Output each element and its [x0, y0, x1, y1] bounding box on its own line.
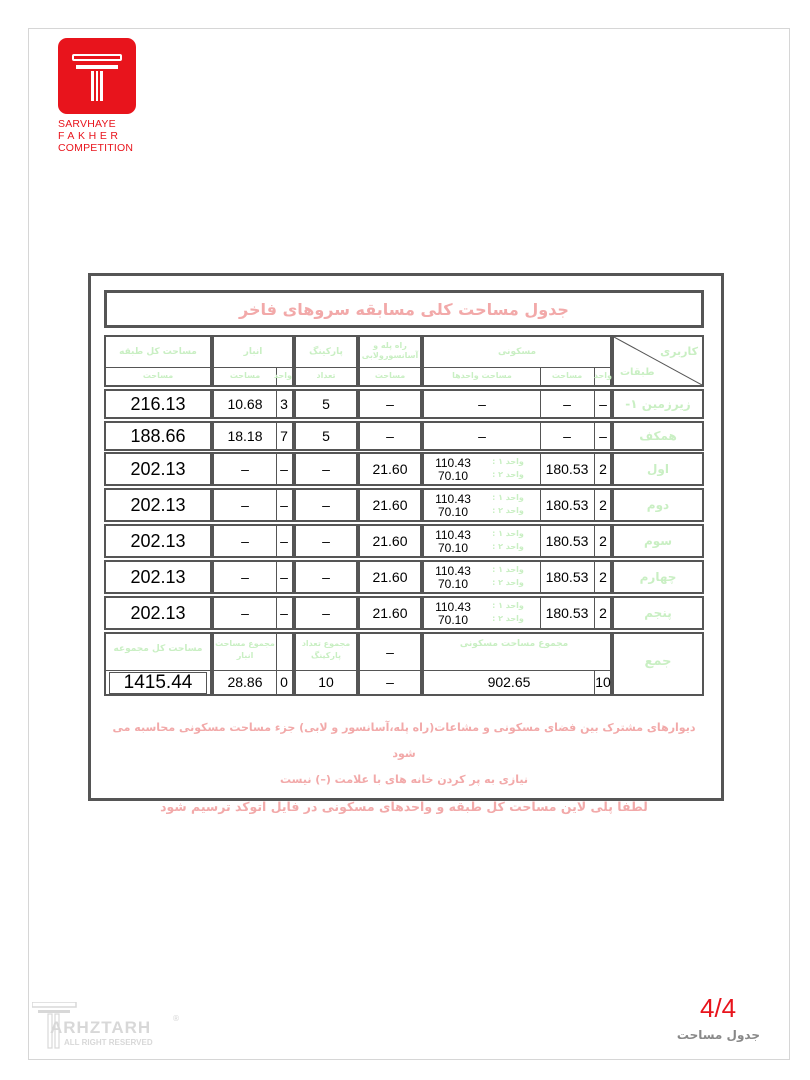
row-residential-cell: [422, 452, 612, 486]
totals-label: جمع: [644, 654, 672, 669]
notes: [104, 715, 704, 821]
row-parking: 5: [322, 396, 330, 412]
row-residential-cell: [422, 560, 612, 594]
row-stair-area: 21.60: [372, 605, 408, 621]
row-res-units: 2: [599, 569, 607, 585]
row-unit1-label: واحد ۱ :: [492, 457, 524, 466]
header-total-floor-area: مساحت: [142, 371, 174, 380]
row-total-area: 202.13: [130, 566, 186, 587]
watermark-sub: ALL RIGHT RESERVED: [64, 1038, 153, 1047]
header-stair-label: راه پله و آسانسورولابی: [361, 341, 419, 360]
row-parking-cell: [294, 560, 358, 594]
row-floor-cell: [612, 488, 704, 522]
row-parking: –: [322, 461, 330, 477]
row-unit1-area: 110.43: [435, 528, 471, 542]
row-total-area-cell: [104, 524, 212, 558]
row-unit1-label: واحد ۱ :: [492, 565, 524, 574]
row-parking: –: [322, 605, 330, 621]
header-storage: [212, 335, 294, 387]
totals-stair: [358, 632, 422, 696]
row-stair-cell: [358, 488, 422, 522]
note-2: نیازی به پر کردن خانه های با علامت (–) نیست: [280, 773, 528, 786]
row-floor-name: سوم: [643, 534, 673, 548]
row-unit2-label: واحد ۲ :: [492, 506, 524, 515]
row-floor-name: پنجم: [644, 606, 672, 620]
row-storage-area: –: [241, 605, 249, 621]
brand-line-2: FAKHER: [58, 130, 122, 142]
row-stair-cell: [358, 421, 422, 451]
row-unit2-area: 70.10: [437, 505, 469, 519]
row-unit1-area: 110.43: [435, 456, 471, 470]
row-stair-area: –: [386, 396, 394, 412]
header-stair-area: مساحت: [374, 371, 406, 380]
row-parking-cell: [294, 389, 358, 419]
row-res-area: 180.53: [545, 533, 589, 549]
row-storage-area: –: [241, 497, 249, 513]
registered-mark: ®: [172, 1014, 180, 1023]
header-total-floor-label: مساحت کل طبقه: [119, 347, 197, 357]
row-unit2-area: 70.10: [437, 577, 469, 591]
row-storage-area: –: [241, 569, 249, 585]
row-parking-cell: [294, 488, 358, 522]
row-res-units: –: [599, 428, 607, 444]
row-floor-name: چهارم: [639, 570, 677, 584]
totals-storage-label: مجموع مساحت انبار: [215, 639, 275, 660]
row-storage-count: –: [280, 605, 288, 621]
table-title: جدول مساحت کلی مسابقه سروهای فاخر: [104, 290, 704, 328]
totals-parking-value: 10: [318, 674, 334, 690]
page-number: 4/4: [700, 993, 737, 1023]
totals-label-cell: [612, 632, 704, 696]
header-res-area: مساحت: [551, 371, 583, 380]
totals-area-box: [109, 672, 207, 694]
row-stair-area: 21.60: [372, 569, 408, 585]
row-unit1-area: 110.43: [435, 600, 471, 614]
row-storage-cell: [212, 560, 294, 594]
row-floor-cell: [612, 421, 704, 451]
brand-line-1: SARVHAYE: [58, 118, 116, 130]
row-res-area: –: [563, 396, 571, 412]
row-unit2-label: واحد ۲ :: [492, 470, 524, 479]
header-unit-area: مساحت واحدها: [452, 371, 512, 380]
row-stair-cell: [358, 560, 422, 594]
row-total-area: 202.13: [130, 494, 186, 515]
totals-res-area: 902.65: [487, 674, 531, 690]
totals-res-label: مجموع مساحت مسکونی: [459, 639, 569, 649]
note-1: دیوارهای مشترک بین فضای مسکونی و مشاعات(راه پله،آسانسور و لابی) جزء مساحت مسکونی محاسبه می شود: [112, 721, 696, 760]
header-parking-label: پارکینگ: [309, 347, 343, 357]
row-total-area: 188.66: [130, 425, 186, 446]
row-total-area-cell: [104, 389, 212, 419]
row-parking-cell: [294, 452, 358, 486]
row-storage-area: 18.18: [227, 428, 263, 444]
totals-parking: [294, 632, 358, 696]
row-total-area: 202.13: [130, 602, 186, 623]
brand-logo: [58, 38, 138, 154]
totals-storage-area: 28.86: [227, 674, 263, 690]
row-unit-areas: –: [478, 396, 486, 412]
row-stair-area: 21.60: [372, 461, 408, 477]
row-floor-cell: [612, 452, 704, 486]
row-total-area-cell: [104, 596, 212, 630]
row-floor-name: زیرزمین ۱-: [625, 397, 691, 411]
row-res-units: 2: [599, 533, 607, 549]
row-unit2-area: 70.10: [437, 541, 469, 555]
row-unit2-label: واحد ۲ :: [492, 614, 524, 623]
row-parking: –: [322, 497, 330, 513]
row-stair-area: –: [386, 428, 394, 444]
totals-stair-top: –: [386, 644, 394, 660]
row-storage-count: 7: [280, 428, 288, 444]
row-unit2-label: واحد ۲ :: [492, 542, 524, 551]
totals-area-value: 1415.44: [123, 672, 193, 693]
row-res-units: –: [599, 396, 607, 412]
totals-parking-label: مجموع تعداد پارکینگ: [301, 639, 351, 660]
totals-area-label: مساحت کل مجموعه: [113, 644, 203, 654]
header-usage-floors: [612, 335, 704, 387]
row-storage-cell: [212, 452, 294, 486]
totals-residential: [422, 632, 612, 696]
header-stair: [358, 335, 422, 387]
row-total-area: 202.13: [130, 458, 186, 479]
row-residential-cell: [422, 524, 612, 558]
header-usage: کاربری: [660, 345, 698, 358]
row-stair-area: 21.60: [372, 497, 408, 513]
totals-stair-value: –: [386, 674, 394, 690]
row-parking: –: [322, 569, 330, 585]
row-storage-cell: [212, 389, 294, 419]
row-floor-name: همکف: [639, 429, 677, 443]
row-floor-cell: [612, 596, 704, 630]
row-stair-cell: [358, 596, 422, 630]
row-unit1-label: واحد ۱ :: [492, 493, 524, 502]
row-parking-cell: [294, 421, 358, 451]
row-storage-count: –: [280, 533, 288, 549]
row-stair-cell: [358, 452, 422, 486]
row-unit-areas: –: [478, 428, 486, 444]
header-residential-label: مسکونی: [497, 347, 537, 357]
header-total-floor: [104, 335, 212, 387]
row-floor-cell: [612, 389, 704, 419]
note-3: لطفا پلی لاین مساحت کل طبقه و واحدهای مسکونی در فایل اتوکد ترسیم شود: [160, 799, 648, 814]
row-res-area: 180.53: [545, 605, 589, 621]
row-floor-cell: [612, 560, 704, 594]
row-storage-count: 3: [280, 396, 288, 412]
row-total-area-cell: [104, 421, 212, 451]
row-res-units: 2: [599, 605, 607, 621]
row-floor-cell: [612, 524, 704, 558]
header-floors: طبقات: [620, 367, 655, 378]
header-storage-unit: واحد: [273, 371, 292, 380]
header-parking-count: تعداد: [316, 371, 336, 380]
row-parking: 5: [322, 428, 330, 444]
row-unit1-label: واحد ۱ :: [492, 601, 524, 610]
row-stair-cell: [358, 389, 422, 419]
header-storage-area: مساحت: [229, 371, 261, 380]
row-total-area: 216.13: [130, 393, 186, 414]
row-res-units: 2: [599, 461, 607, 477]
row-storage-count: –: [280, 497, 288, 513]
row-floor-name: اول: [647, 462, 669, 476]
watermark-text: ARHZTARH: [50, 1018, 152, 1037]
header-storage-label: انبار: [243, 347, 263, 357]
brand-name: [58, 118, 138, 154]
row-residential-cell: [422, 488, 612, 522]
row-unit1-area: 110.43: [435, 492, 471, 506]
row-total-area: 202.13: [130, 530, 186, 551]
row-stair-cell: [358, 524, 422, 558]
row-residential-cell: [422, 596, 612, 630]
row-floor-name: دوم: [646, 498, 670, 512]
row-storage-count: –: [280, 461, 288, 477]
row-storage-cell: [212, 421, 294, 451]
row-stair-area: 21.60: [372, 533, 408, 549]
row-res-units: 2: [599, 497, 607, 513]
header-res-unit: واحد: [593, 371, 612, 380]
row-storage-area: –: [241, 533, 249, 549]
row-res-area: 180.53: [545, 569, 589, 585]
row-storage-count: –: [280, 569, 288, 585]
row-res-area: –: [563, 428, 571, 444]
totals-res-units: 10: [595, 674, 611, 690]
row-parking: –: [322, 533, 330, 549]
row-unit1-label: واحد ۱ :: [492, 529, 524, 538]
page-title: جدول مساحت: [676, 1028, 760, 1042]
header-residential: [422, 335, 612, 387]
totals-storage-count: 0: [280, 674, 288, 690]
row-unit2-label: واحد ۲ :: [492, 578, 524, 587]
row-storage-area: 10.68: [227, 396, 263, 412]
row-storage-cell: [212, 488, 294, 522]
row-unit2-area: 70.10: [437, 613, 469, 627]
brand-line-3: COMPETITION: [58, 142, 134, 154]
row-unit1-area: 110.43: [435, 564, 471, 578]
row-unit2-area: 70.10: [437, 469, 469, 483]
totals-storage: [212, 632, 294, 696]
row-total-area-cell: [104, 452, 212, 486]
row-storage-cell: [212, 524, 294, 558]
brand-logo-mark: [58, 38, 136, 114]
row-storage-area: –: [241, 461, 249, 477]
row-res-area: 180.53: [545, 497, 589, 513]
header-parking: [294, 335, 358, 387]
row-parking-cell: [294, 596, 358, 630]
row-total-area-cell: [104, 488, 212, 522]
totals-area: [104, 632, 212, 696]
row-storage-cell: [212, 596, 294, 630]
row-total-area-cell: [104, 560, 212, 594]
row-residential-cell: [422, 389, 612, 419]
row-residential-cell: [422, 421, 612, 451]
row-parking-cell: [294, 524, 358, 558]
row-res-area: 180.53: [545, 461, 589, 477]
